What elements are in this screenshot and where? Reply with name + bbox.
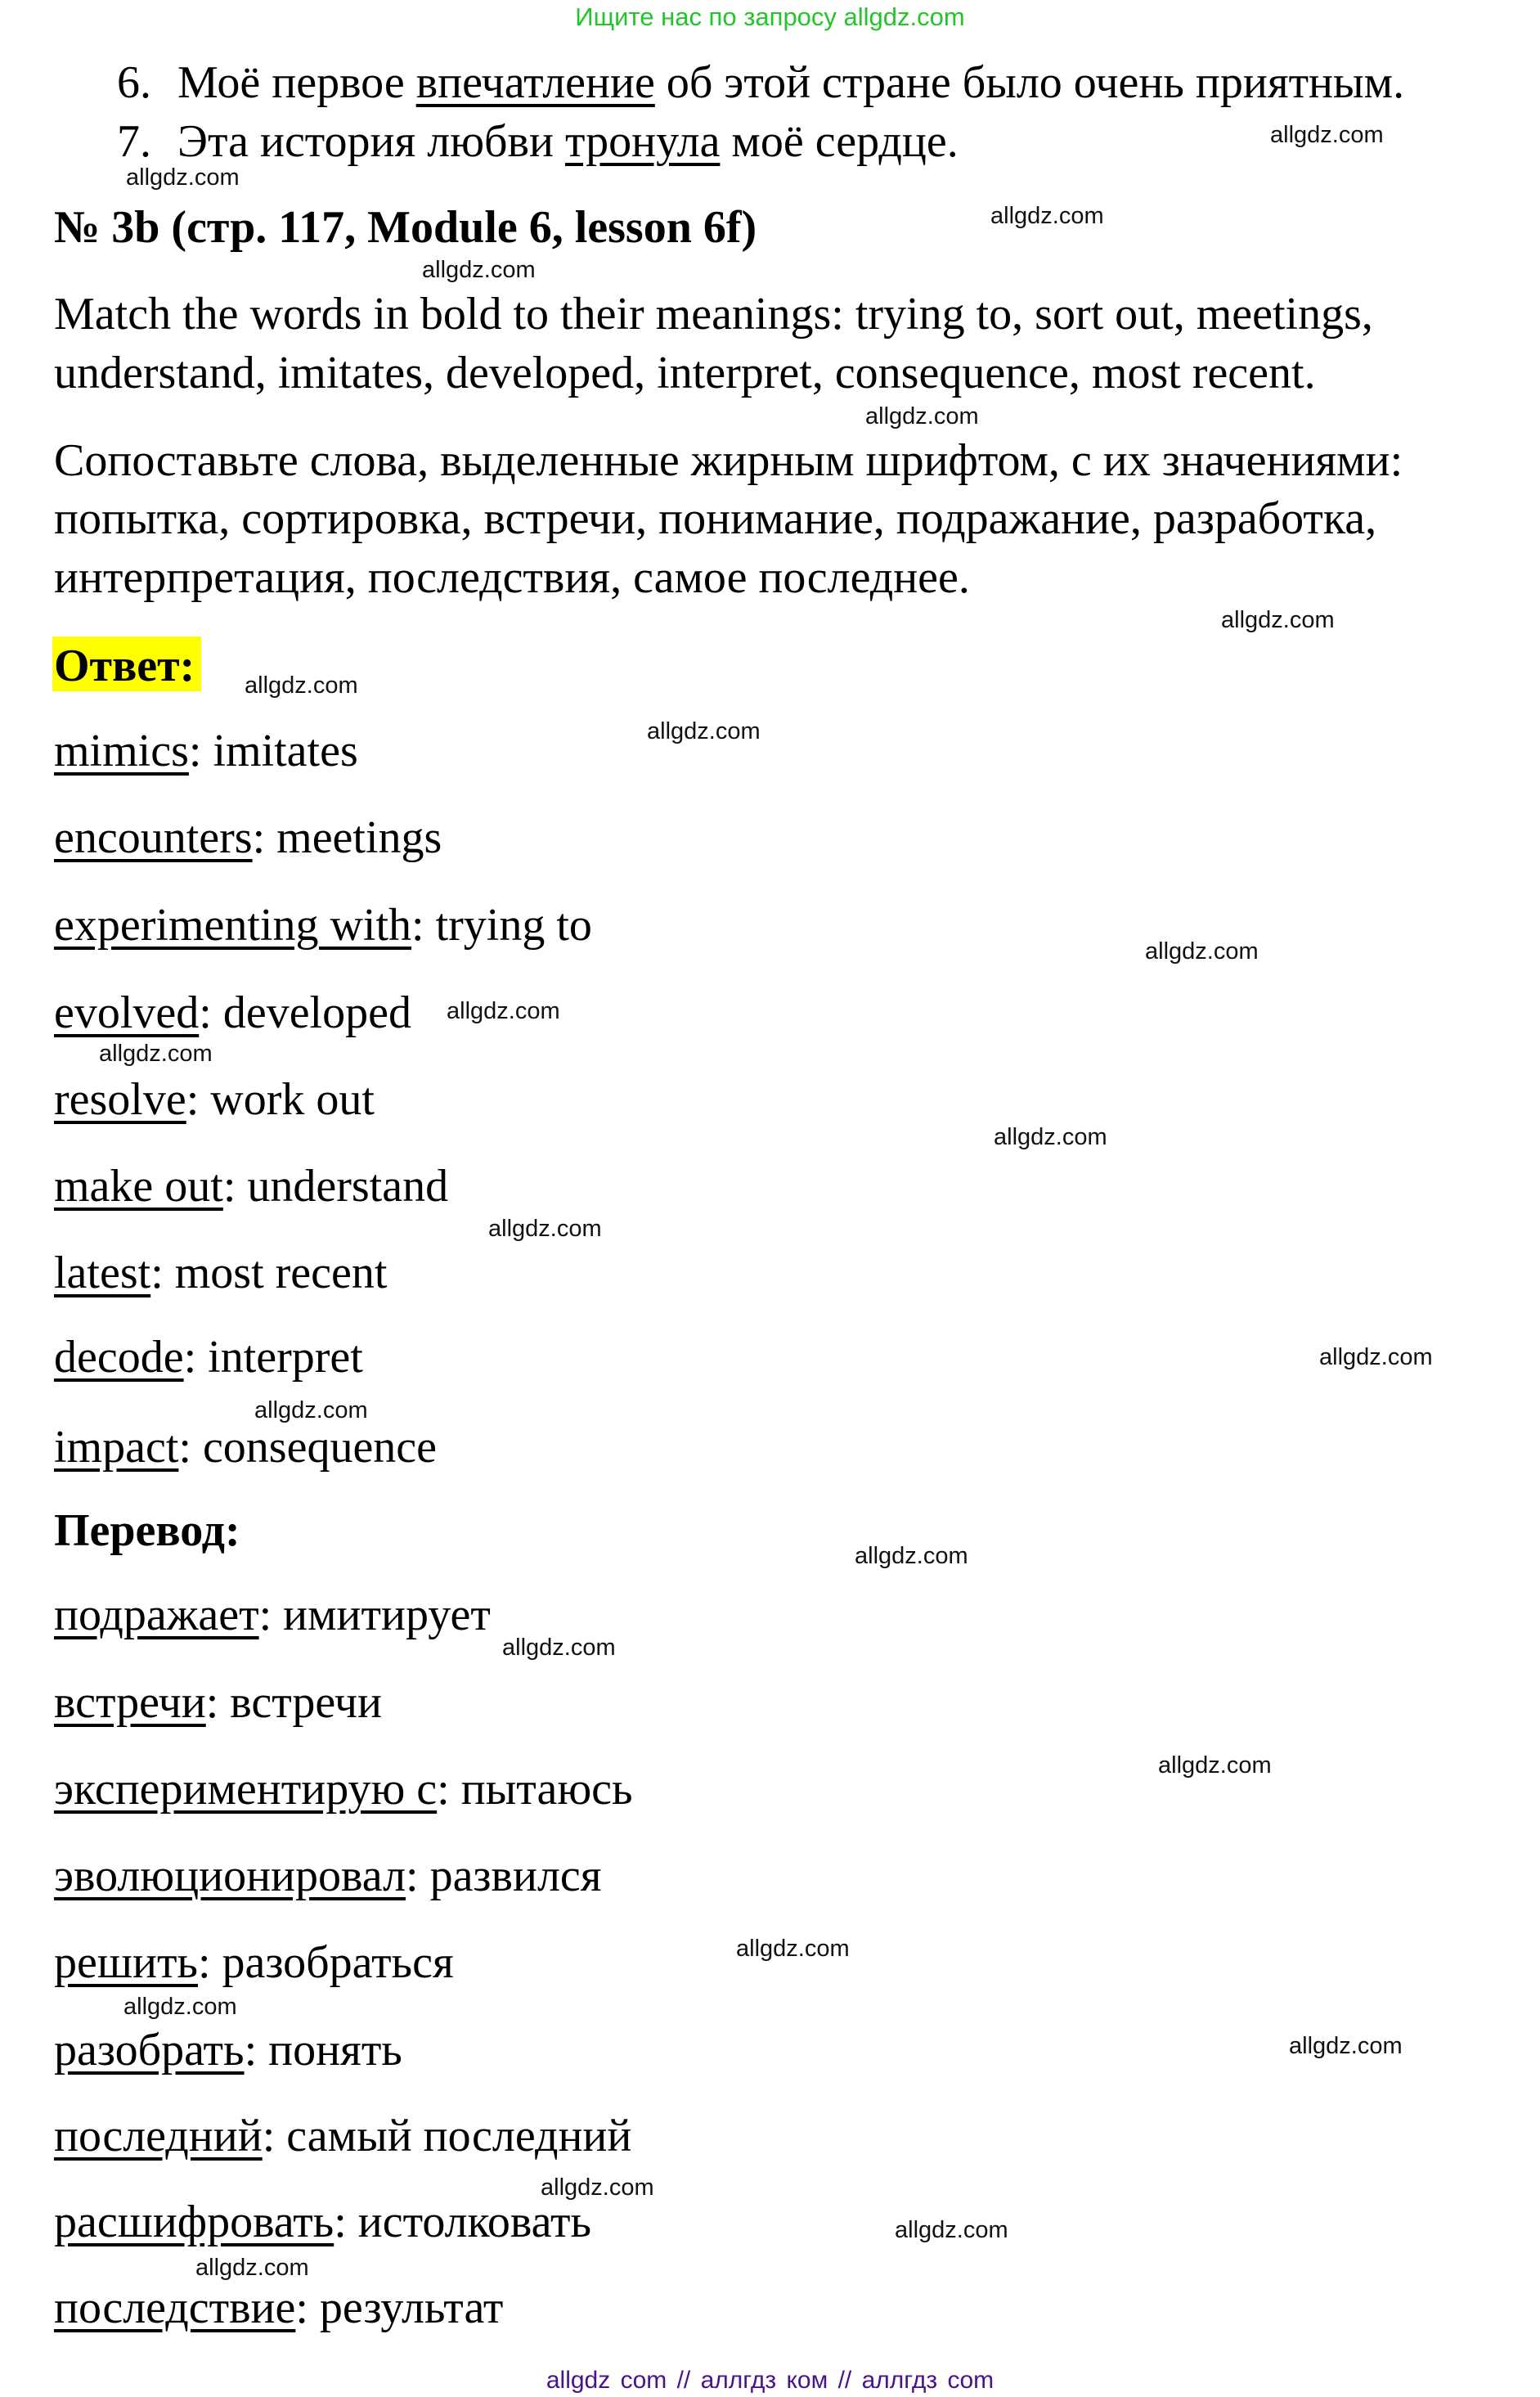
translation-term: расшифровать xyxy=(54,2197,334,2247)
answer-meaning: : developed xyxy=(199,987,411,1038)
answer-row xyxy=(54,1332,363,1383)
translation-meaning: : встречи xyxy=(205,1677,382,1728)
translation-row xyxy=(54,2282,504,2333)
answer-row xyxy=(54,728,358,774)
item-number: 7. xyxy=(117,116,151,167)
translation-meaning: : имитирует xyxy=(258,1590,491,1640)
watermark: allgdz.com xyxy=(447,998,560,1024)
watermark: allgdz.com xyxy=(1319,1344,1433,1370)
underlined-term: тронула xyxy=(564,116,721,167)
answer-row xyxy=(54,1074,375,1125)
answer-term: latest xyxy=(54,1248,151,1298)
translation-term: последствие xyxy=(54,2282,296,2333)
translation-row xyxy=(54,2027,402,2073)
watermark: allgdz.com xyxy=(736,1936,850,1962)
item-number: 6. xyxy=(117,57,151,108)
answer-row xyxy=(54,1250,387,1296)
translation-label: Перевод: xyxy=(54,1505,240,1556)
instruction-ru-line-2: попытка, сортировка, встречи, понимание, подражание, разработка, xyxy=(54,493,1377,544)
answer-row xyxy=(54,1161,449,1212)
answer-meaning: : meetings xyxy=(252,812,442,863)
translation-row xyxy=(54,2113,631,2159)
answer-term: mimics xyxy=(54,726,189,776)
answer-meaning: : imitates xyxy=(188,726,358,776)
watermark: allgdz.com xyxy=(1270,122,1384,148)
watermark: allgdz.com xyxy=(502,1635,616,1661)
watermark: allgdz.com xyxy=(99,1041,213,1067)
watermark: allgdz.com xyxy=(195,2255,309,2281)
translation-term: экспериментирую с xyxy=(54,1764,438,1815)
footer-links: allgdz com // аллгдз ком // аллгдз com xyxy=(546,2367,994,2394)
watermark: allgdz.com xyxy=(126,164,240,191)
translation-term: решить xyxy=(54,1937,198,1988)
instruction-en-line-2: understand, imitates, developed, interpret, consequence, most recent. xyxy=(54,348,1316,398)
translation-meaning: : пытаюсь xyxy=(437,1764,633,1815)
watermark: allgdz.com xyxy=(254,1397,368,1423)
watermark: allgdz.com xyxy=(541,2174,654,2201)
watermark: allgdz.com xyxy=(1221,607,1335,633)
translation-row xyxy=(54,1764,633,1815)
answer-term: experimenting with xyxy=(54,900,412,951)
exercise-heading: № 3b (стр. 117, Module 6, lesson 6f) xyxy=(54,202,757,253)
answer-row xyxy=(54,900,592,951)
translation-meaning: : развился xyxy=(406,1851,602,1901)
watermark: allgdz.com xyxy=(1145,938,1259,965)
watermark: allgdz.com xyxy=(855,1543,968,1569)
answer-term: impact xyxy=(54,1422,179,1473)
watermark: allgdz.com xyxy=(647,718,761,744)
translation-meaning: : результат xyxy=(295,2282,504,2333)
translation-row xyxy=(54,2199,591,2245)
answer-term: make out xyxy=(54,1161,223,1212)
translation-term: последний xyxy=(54,2111,263,2161)
answer-meaning: : interpret xyxy=(183,1332,363,1383)
watermark: allgdz.com xyxy=(865,403,979,429)
translation-row xyxy=(54,1677,382,1728)
answer-row xyxy=(54,1422,438,1473)
answer-term: encounters xyxy=(54,812,253,863)
watermark: allgdz.com xyxy=(1289,2033,1403,2059)
search-banner: Ищите нас по запросу allgdz.com xyxy=(575,2,965,31)
watermark: allgdz.com xyxy=(1158,1752,1272,1779)
translation-row xyxy=(54,1853,602,1899)
watermark: allgdz.com xyxy=(895,2217,1008,2243)
numbered-item-6: 6. Моё первое впечатление об этой стране было очень приятным. xyxy=(117,57,1405,108)
watermark: allgdz.com xyxy=(123,1994,237,2020)
answer-meaning: : consequence xyxy=(178,1422,438,1473)
answer-term: evolved xyxy=(54,987,200,1038)
translation-term: встречи xyxy=(54,1677,206,1728)
answer-meaning: : trying to xyxy=(411,900,592,951)
translation-term: разобрать xyxy=(54,2025,245,2075)
translation-term: подражает xyxy=(54,1590,259,1640)
translation-meaning: : разобраться xyxy=(197,1937,454,1988)
answer-label: Ответ: xyxy=(54,641,195,691)
answer-term: resolve xyxy=(54,1074,186,1125)
answer-meaning: : most recent xyxy=(150,1248,388,1298)
underlined-term: впечатление xyxy=(415,57,655,108)
numbered-item-7: 7. Эта история любви тронула моё сердце. xyxy=(117,116,959,167)
translation-row xyxy=(54,1592,491,1638)
answer-row xyxy=(54,987,411,1038)
watermark: allgdz.com xyxy=(422,257,536,283)
translation-term: эволюционировал xyxy=(54,1851,406,1901)
translation-meaning: : понять xyxy=(244,2025,402,2075)
instruction-en-line-1: Match the words in bold to their meanings: trying to, sort out, meetings, xyxy=(54,289,1373,340)
answer-meaning: : work out xyxy=(186,1074,375,1125)
watermark: allgdz.com xyxy=(990,203,1104,229)
answer-meaning: : understand xyxy=(222,1161,449,1212)
instruction-ru-line-3: интерпретация, последствия, самое последнее. xyxy=(54,552,970,603)
answer-row xyxy=(54,812,442,863)
answer-term: decode xyxy=(54,1332,184,1383)
translation-row xyxy=(54,1937,454,1988)
watermark: allgdz.com xyxy=(245,672,358,699)
watermark: allgdz.com xyxy=(994,1124,1107,1150)
translation-meaning: : самый последний xyxy=(262,2111,632,2161)
translation-meaning: : истолковать xyxy=(334,2197,592,2247)
watermark: allgdz.com xyxy=(488,1216,602,1242)
instruction-ru-line-1: Сопоставьте слова, выделенные жирным шрифтом, с их значениями: xyxy=(54,435,1403,486)
